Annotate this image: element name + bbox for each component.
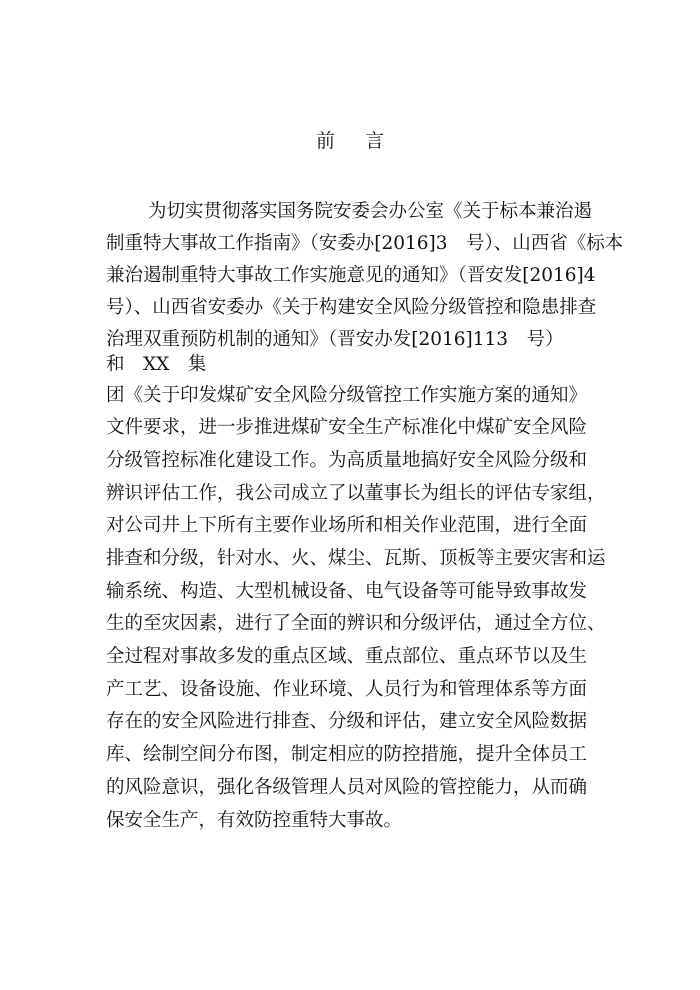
body-line-9: 分级管控标准化建设工作。为高质量地搞好安全风险分级和: [106, 450, 588, 471]
body-line-3: 兼治遏制重特大事故工作实施意见的通知》（晋安发[2016]4: [106, 265, 596, 286]
body-line-6: 和 XX 集: [106, 354, 207, 375]
body-line-8: 文件要求，进一步推进煤矿安全生产标准化中煤矿安全风险: [106, 417, 588, 438]
body-line-10: 辨识评估工作，我公司成立了以董事长为组长的评估专家组，: [106, 483, 606, 504]
title-char-1: 前: [315, 130, 335, 152]
body-line-7: 团《关于印发煤矿安全风险分级管控工作实施方案的通知》: [106, 385, 588, 406]
body-line-20: 保安全生产，有效防控重特大事故。: [106, 810, 403, 831]
body-line-2: 制重特大事故工作指南》（安委办[2016]3 号）、山西省《标本: [106, 233, 624, 254]
body-line-11: 对公司井上下所有主要作业场所和相关作业范围，进行全面: [106, 515, 588, 536]
body-line-4: 号）、山西省安委办《关于构建安全风险分级管控和隐患排查: [106, 297, 597, 318]
body-line-16: 产工艺、设备设施、作业环境、人员行为和管理体系等方面: [106, 679, 588, 700]
body-line-18: 库、绘制空间分布图，制定相应的防控措施，提升全体员工: [106, 744, 588, 765]
body-line-12: 排查和分级，针对水、火、煤尘、瓦斯、顶板等主要灾害和运: [106, 548, 606, 569]
page-title: [0, 126, 700, 156]
body-line-1: 为切实贯彻落实国务院安委会办公室《关于标本兼治遏: [148, 201, 593, 222]
body-line-19: 的风险意识，强化各级管理人员对风险的管控能力，从而确: [106, 777, 588, 798]
body-line-14: 生的至灾因素，进行了全面的辨识和分级评估，通过全方位、: [106, 613, 606, 634]
body-line-5: 治理双重预防机制的通知》（晋安办发[2016]113 号）: [106, 329, 564, 350]
body-line-13: 输系统、构造、大型机械设备、电气设备等可能导致事故发: [106, 581, 588, 602]
body-line-15: 全过程对事故多发的重点区域、重点部位、重点环节以及生: [106, 646, 588, 667]
body-line-17: 存在的安全风险进行排查、分级和评估，建立安全风险数据: [106, 711, 588, 732]
title-char-2: 言: [365, 130, 385, 152]
